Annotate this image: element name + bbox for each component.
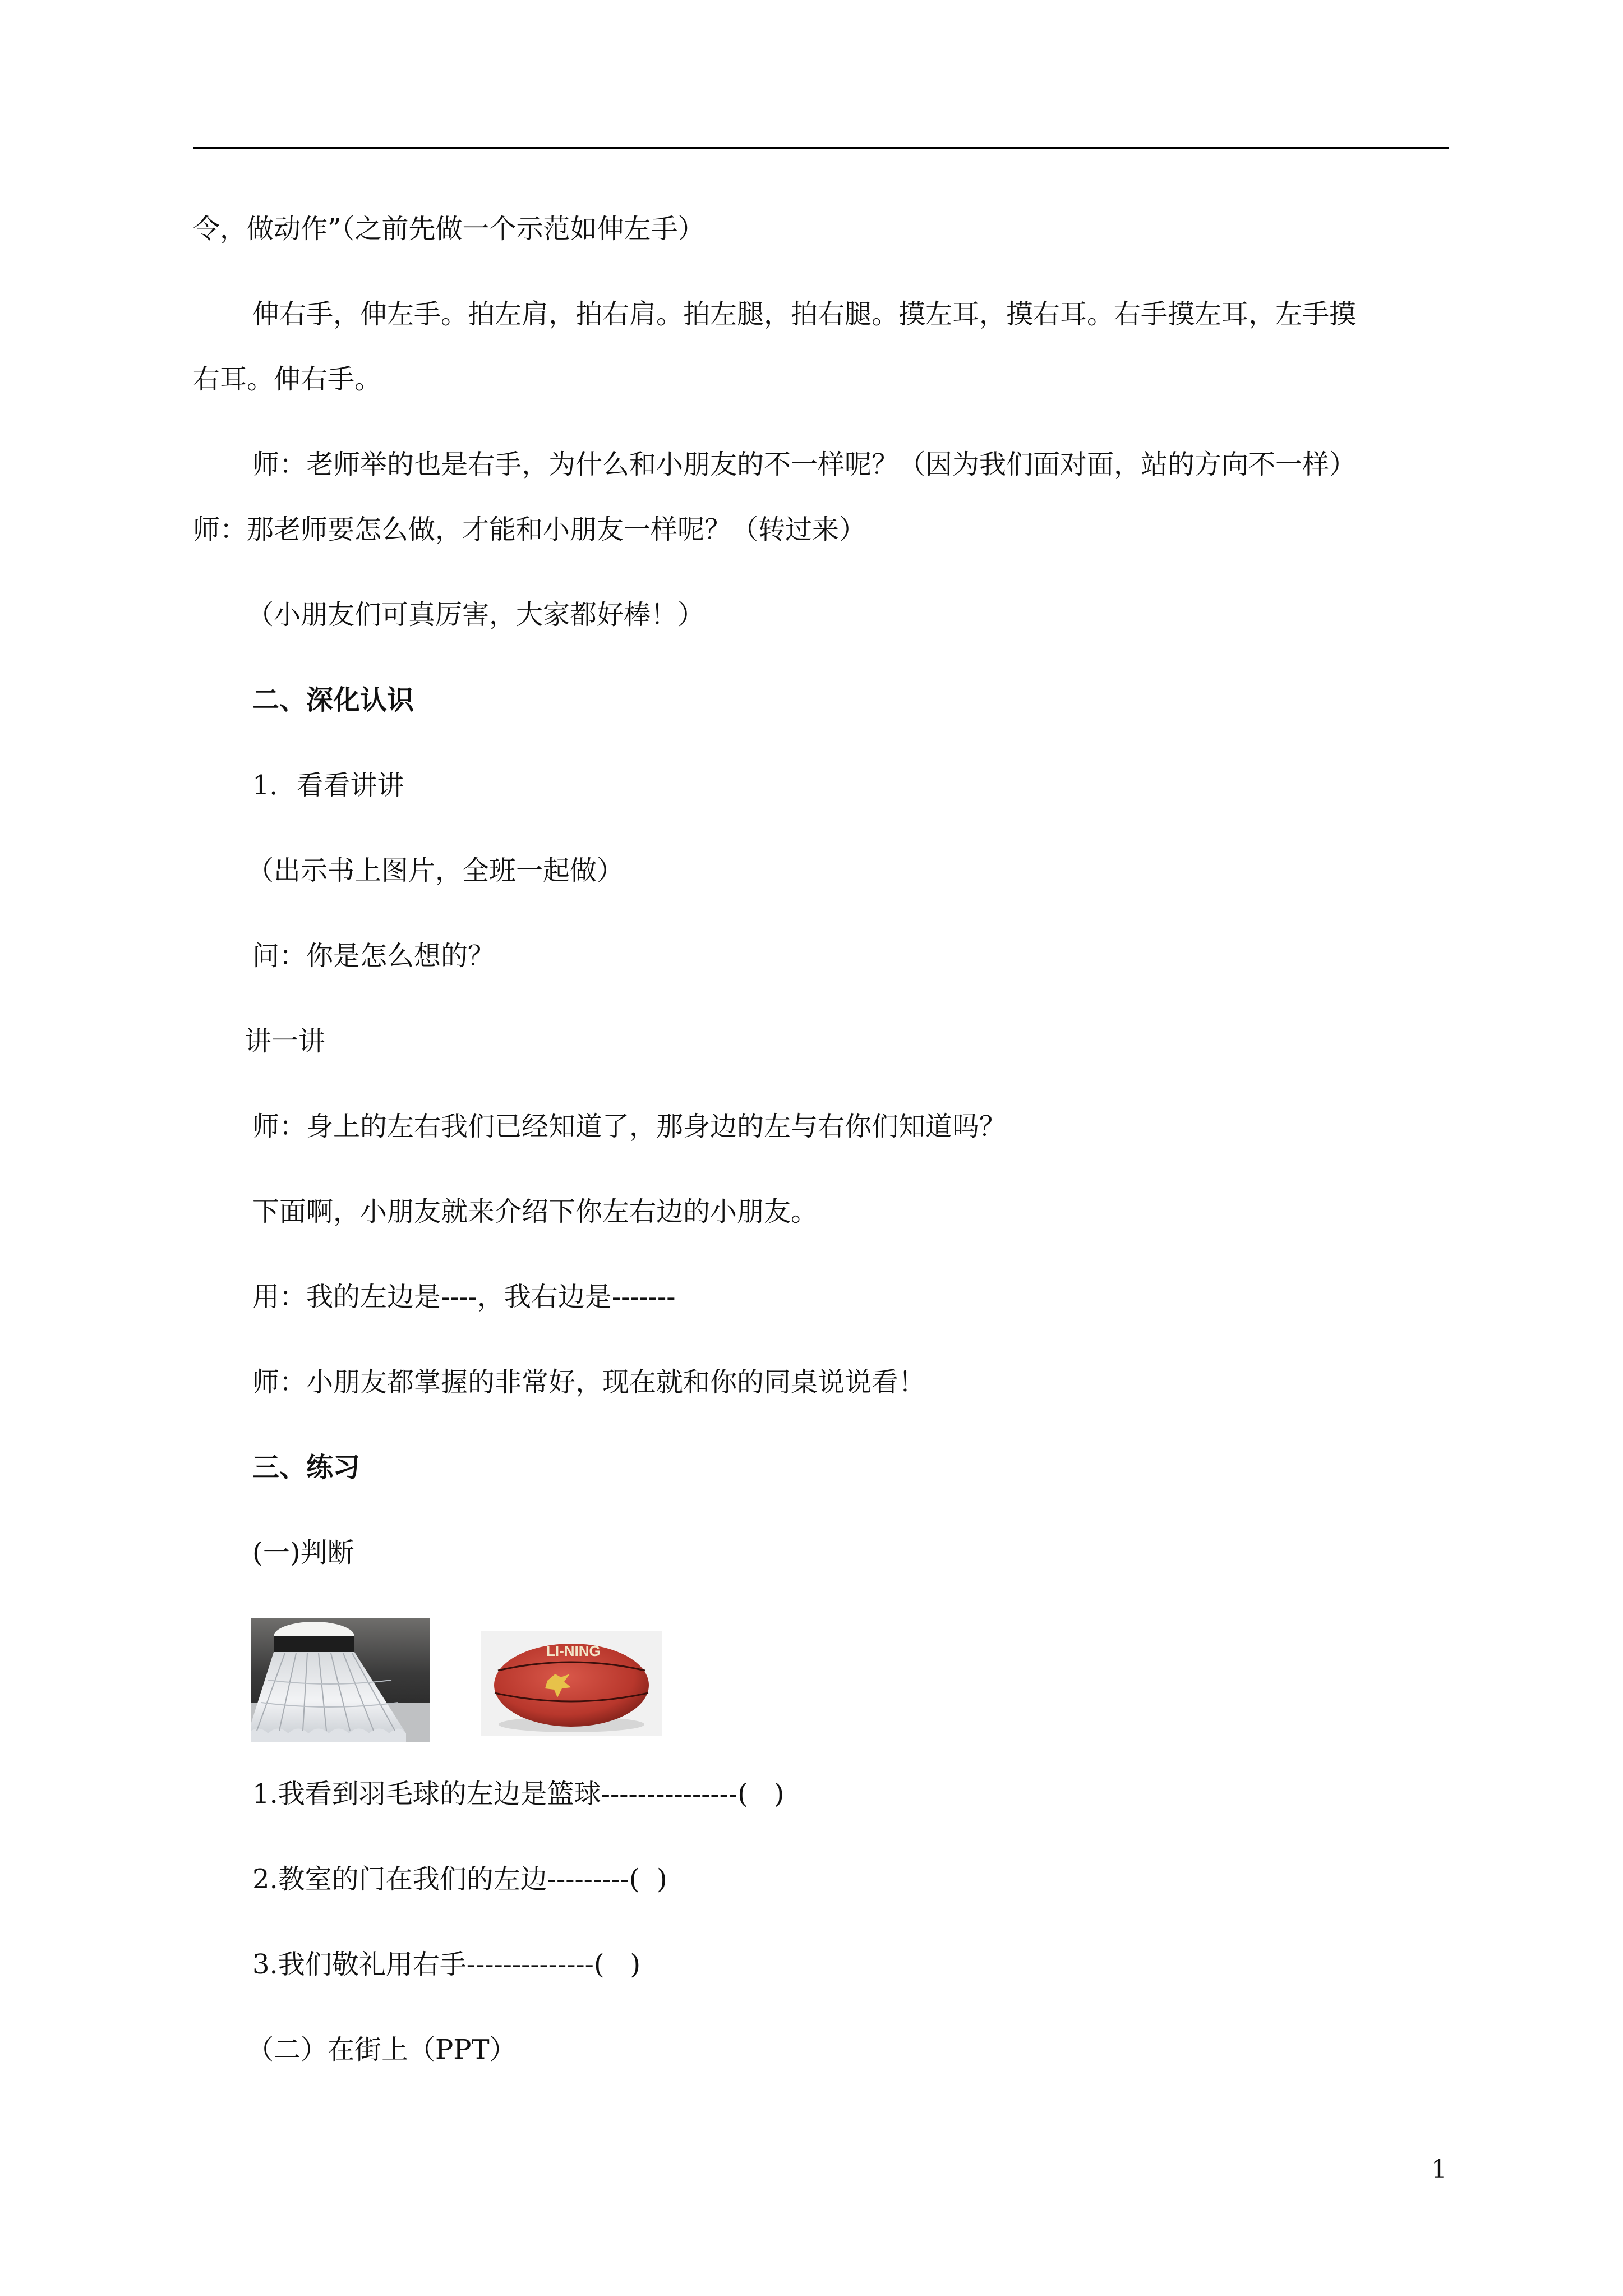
text-line-10: 问：你是怎么想的？	[252, 940, 495, 972]
section-heading-deepen: 二、深化认识	[252, 684, 414, 716]
subheading-on-the-street: （二）在街上（PPT）	[247, 2034, 517, 2065]
section-heading-practice: 三、练习	[252, 1452, 361, 1483]
basketball-brand-text: LI-NING	[546, 1642, 601, 1659]
text-line-2: 伸右手，伸左手。拍左肩，拍右肩。拍左腿，拍右腿。摸左耳，摸右耳。右手摸左耳，左手摸	[252, 298, 1357, 330]
basketball-image	[481, 1631, 662, 1736]
text-line-3: 右耳。伸右手。	[193, 364, 382, 395]
page-number: 1	[1431, 2155, 1447, 2184]
subheading-look-and-talk: 1．看看讲讲	[252, 770, 404, 801]
text-line-13: 下面啊，小朋友就来介绍下你左右边的小朋友。	[252, 1196, 818, 1227]
text-line-11: 讲一讲	[245, 1025, 326, 1057]
text-line-14: 用：我的左边是----，我右边是-------	[252, 1281, 676, 1313]
judge-item-3: 3.我们敬礼用右手--------------( )	[252, 1949, 641, 1980]
judge-item-2: 2.教室的门在我们的左边---------( )	[252, 1864, 667, 1895]
text-line-15: 师：小朋友都掌握的非常好，现在就和你的同桌说说看！	[252, 1366, 926, 1398]
shuttlecock-image	[251, 1618, 430, 1742]
text-line-6: （小朋友们可真厉害，大家都好棒！）	[247, 599, 705, 631]
text-line-9: （出示书上图片，全班一起做）	[247, 855, 624, 886]
subheading-judge: (一)判断	[252, 1537, 354, 1568]
judge-item-1: 1.我看到羽毛球的左边是篮球---------------( )	[252, 1778, 785, 1810]
text-line-1: 令，做动作”（之前先做一个示范如伸左手）	[193, 213, 705, 245]
text-line-4: 师：老师举的也是右手，为什么和小朋友的不一样呢？（因为我们面对面，站的方向不一样）	[252, 449, 1357, 480]
text-line-12: 师：身上的左右我们已经知道了，那身边的左与右你们知道吗？	[252, 1111, 1007, 1142]
text-line-5: 师：那老师要怎么做，才能和小朋友一样呢？（转过来）	[193, 514, 866, 545]
basketball-photo	[481, 1631, 662, 1736]
header-rule	[193, 147, 1449, 149]
shuttlecock-photo	[251, 1618, 430, 1742]
